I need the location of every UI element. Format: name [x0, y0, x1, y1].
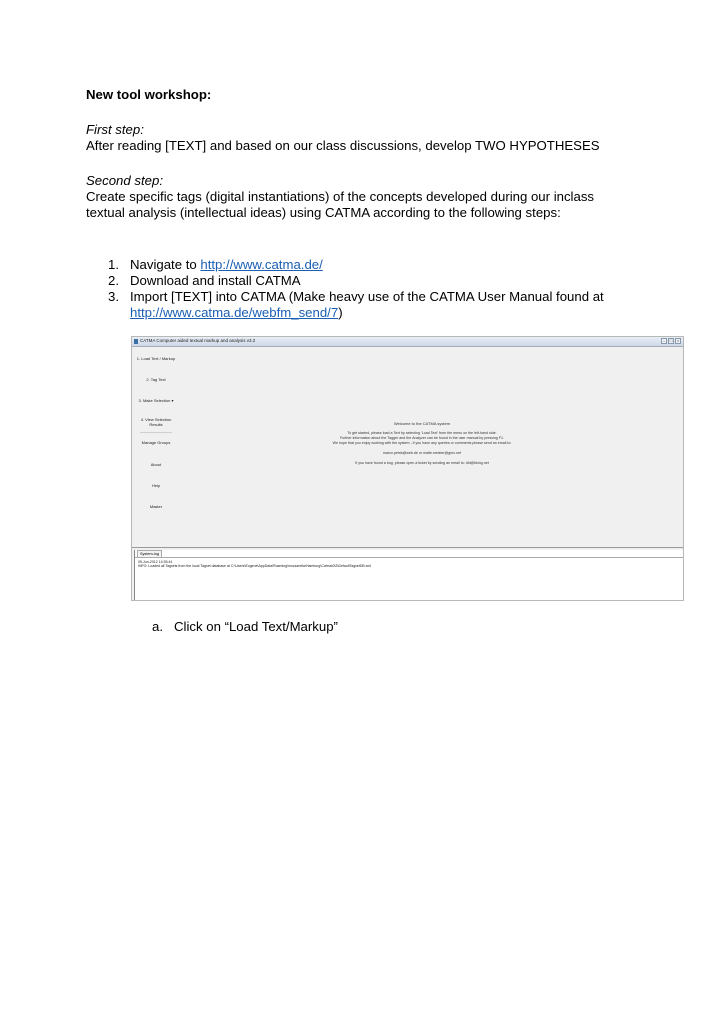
first-step-label: First step:	[86, 122, 144, 137]
closing-paren: )	[338, 305, 343, 320]
system-log-panel	[134, 550, 683, 600]
list-item	[152, 619, 552, 635]
app-icon	[134, 339, 138, 344]
welcome-line: Further information about the Tagger and the Analyzer can be found in the user manual by pressing F1.	[340, 436, 504, 440]
nav-view-selection[interactable]: 4. View Selection	[140, 417, 172, 422]
window-controls	[661, 338, 681, 344]
list-item-text: Import [TEXT] into CATMA (Make heavy use of the CATMA User Manual found at	[130, 289, 604, 304]
list-item	[108, 289, 668, 321]
nav-make-selection[interactable]: 3. Make Selection ▾	[138, 398, 174, 403]
list-item-continuation	[130, 305, 343, 321]
second-step-line2: textual analysis (intellectual ideas) using CATMA according to the following steps:	[86, 205, 561, 220]
first-step-text: After reading [TEXT] and based on our class discussions, develop TWO HYPOTHESES	[86, 138, 600, 153]
nav-help[interactable]: Help	[151, 483, 161, 488]
second-step-label: Second step:	[86, 173, 163, 188]
second-step-line1: Create specific tags (digital instantiations) of the concepts developed during our inclass	[86, 189, 595, 204]
substep-text: Click on “Load Text/Markup”	[174, 619, 338, 634]
window-titlebar	[132, 337, 683, 347]
catma-screenshot	[131, 336, 684, 601]
minimize-icon[interactable]: –	[662, 338, 666, 343]
list-item	[108, 273, 668, 289]
panel-divider	[132, 547, 683, 548]
list-number: 2.	[108, 273, 119, 288]
welcome-line: To get started, please load a Text by selecting 'Load Text' from the menu on the left-hand side.	[347, 431, 497, 435]
document-heading: New tool workshop:	[86, 87, 212, 102]
nav-tag-text[interactable]: 2. Tag Text	[146, 377, 166, 382]
close-icon[interactable]: ×	[676, 338, 680, 343]
list-number: 1.	[108, 257, 119, 272]
list-item-text: Navigate to	[130, 257, 201, 272]
substep-letter: a.	[152, 619, 163, 634]
nav-load-text[interactable]: 1. Load Text / Markup	[136, 356, 176, 361]
maximize-icon[interactable]: □	[669, 338, 673, 343]
welcome-bug-report: If you have found a bug, please open a ticket by sending an email to: dhl@bking.net	[355, 461, 489, 465]
welcome-line: We hope that you enjoy working with the system - if you have any queries or comments please send an email to:	[332, 441, 512, 445]
list-item-text: Download and install CATMA	[130, 273, 301, 288]
catma-link[interactable]: http://www.catma.de/	[200, 257, 323, 272]
window-title: CATMA Computer aided textual markup and analysis v3.2	[140, 338, 256, 343]
welcome-contact: marco.petris@web.de or malte.meister@gmx.net	[382, 451, 462, 455]
nav-menu	[132, 347, 180, 547]
nav-master[interactable]: Master	[149, 504, 163, 509]
nav-divider	[140, 432, 172, 433]
system-log-content	[135, 557, 683, 600]
main-panel	[132, 347, 683, 547]
system-log-tab[interactable]: System-log	[137, 550, 162, 558]
nav-about[interactable]: About	[150, 462, 162, 467]
list-item	[108, 257, 668, 273]
log-line: INFO: Loaded all Tagsets from the local Tagset database at C:\Users\Eugene\AppData\Roaming\mozzarella\Hamburg\Catma\0\3\DefaultTagsetDB.xml	[138, 564, 372, 568]
nav-manage-groups[interactable]: Manage Groups	[141, 440, 171, 445]
welcome-title: Welcome to the CATMA system	[393, 421, 451, 426]
nav-view-selection-results[interactable]: Results	[149, 422, 163, 427]
log-line: 05-Jun-2012 14:35:44	[138, 560, 173, 564]
list-item-body	[130, 257, 323, 273]
list-number: 3.	[108, 289, 119, 304]
catma-manual-link[interactable]: http://www.catma.de/webfm_send/7	[130, 305, 339, 320]
